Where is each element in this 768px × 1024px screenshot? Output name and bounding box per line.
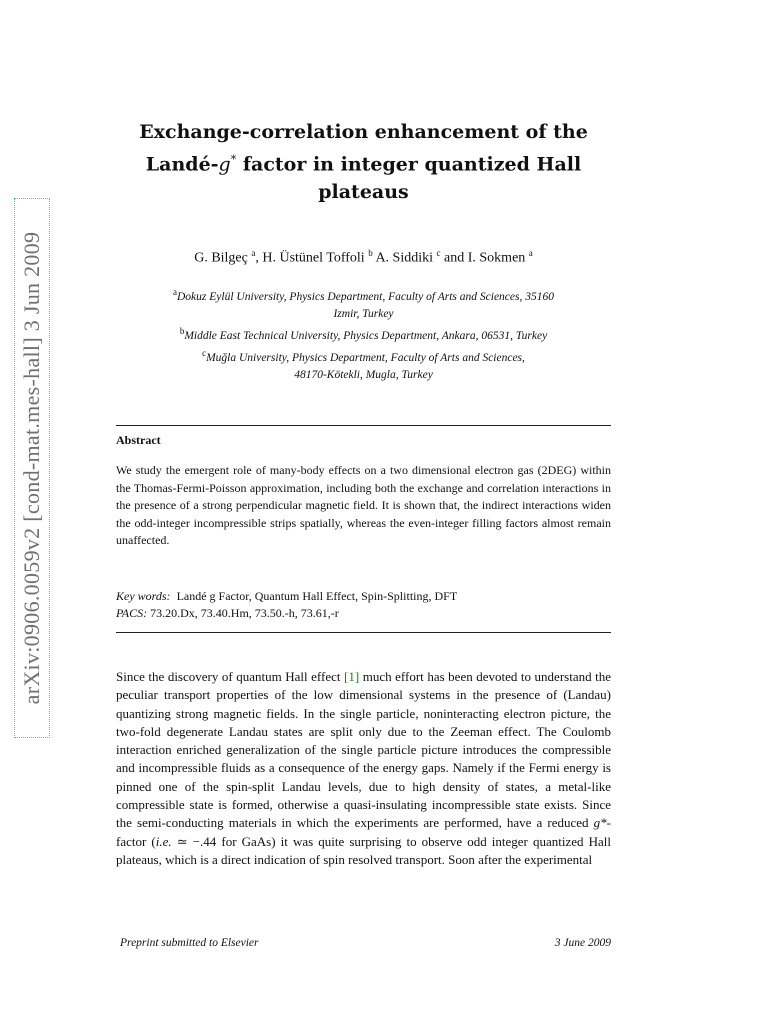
affiliation-c-line-2: 48170-Kötekli, Mugla, Turkey (294, 368, 433, 381)
footer-date: 3 June 2009 (554, 937, 611, 949)
affiliation-b (116, 323, 611, 345)
title-g-star: * (230, 153, 237, 166)
abstract-heading: Abstract (116, 433, 161, 447)
author-name: I. Sokmen (467, 250, 526, 266)
author-name: H. Üstünel Toffoli (262, 250, 365, 266)
body-text-part: much effort has been devoted to understand the peculiar transport properties of the low dimensional systems in the presence of (Landau) quantizing strong magnetic fields. In the single particle, noninteracting electron picture, the two-fold degenerate Landau states are split only due to the Zeeman effect. The Coulomb interaction enriched generalization of the single particle picture introduces the compressible and incompressible fluids as a consequence of the energy gaps. Namely if the Fermi energy is pinned one of the spin-split Landau levels, due to high density of states, a metal-like compressible state is formed, otherwise a quasi-insulating incompressible state exists. Since the semi-conducting materials in which the experiments are performed, have a reduced (116, 669, 611, 831)
author-name: G. Bilgeç (194, 250, 248, 266)
author-list (116, 248, 611, 267)
body-text-part: Since the discovery of quantum Hall effect (116, 669, 345, 684)
author-separator: and (440, 250, 468, 266)
title-line-1: Exchange-correlation enhancement of the (139, 121, 588, 143)
keywords-value: Landé g Factor, Quantum Hall Effect, Spin-Splitting, DFT (176, 589, 458, 603)
author-name: A. Siddiki (375, 250, 434, 266)
arxiv-stamp (14, 198, 50, 738)
footer-preprint: Preprint submitted to Elsevier (120, 937, 259, 949)
affiliation-a (116, 284, 611, 323)
g-star-symbol: g* (593, 815, 607, 831)
title-line-3: plateaus (318, 181, 409, 204)
paper-title (116, 118, 611, 206)
affiliation-c-line-1: Muğla University, Physics Department, Faculty of Arts and Sciences, (206, 351, 525, 364)
body-text-part: ≃ −.44 for GaAs) it was quite surprising to observe odd integer quantized Hall plateaus, which is a direct indication of spin resolved transport. Soon after the experimental (116, 833, 611, 867)
affiliation-c (116, 345, 611, 384)
author-affiliation-mark: a (251, 248, 256, 258)
affiliation-mark: c (202, 348, 207, 358)
author-separator: , (255, 250, 263, 266)
abstract-text: We study the emergent role of many-body effects on a two dimensional electron gas (2DEG) within the Thomas-Fermi-Poisson approximation, including both the exchange and correlation interactions in the presence of a strong perpendicular magnetic field. It is shown that, the indirect interactions widen the odd-integer incompressible strips spatially, whereas the even-integer filling factors almost remain unaffected. (116, 463, 611, 548)
author-affiliation-mark: c (436, 248, 441, 258)
title-g-symbol: g (218, 153, 231, 176)
affiliation-a-line-2: Izmir, Turkey (333, 307, 394, 320)
keywords-line (116, 588, 611, 605)
author-affiliation-mark: b (368, 248, 373, 258)
keywords-label: Key words: (116, 589, 171, 603)
pacs-label: PACS: (116, 606, 148, 620)
arxiv-stamp-text: arXiv:0906.0059v2 [cond-mat.mes-hall] 3 Jun 2009 (19, 231, 44, 705)
abstract-top-rule (116, 425, 611, 426)
affiliation-a-line-1: Dokuz Eylül University, Physics Department, Faculty of Arts and Sciences, 35160 (177, 290, 554, 303)
abstract-bottom-rule (116, 632, 611, 633)
title-line-2-rest: factor in integer quantized Hall (236, 153, 582, 176)
citation-link[interactable]: [1] (344, 669, 360, 684)
title-line-2 (116, 146, 611, 178)
affiliation-b-line-1: Middle East Technical University, Physics Department, Ankara, 06531, Turkey (184, 329, 548, 342)
pacs-value: 73.20.Dx, 73.40.Hm, 73.50.-h, 73.61,-r (150, 606, 339, 620)
ie-abbrev: i.e. (155, 833, 172, 849)
author-affiliation-mark: a (528, 248, 533, 258)
pacs-line (116, 605, 611, 622)
title-lande: Landé- (145, 153, 219, 176)
body-text-part: -factor ( (116, 815, 611, 849)
affiliation-mark: b (179, 326, 185, 336)
affiliation-mark: a (173, 287, 177, 297)
body-paragraph (116, 668, 611, 869)
